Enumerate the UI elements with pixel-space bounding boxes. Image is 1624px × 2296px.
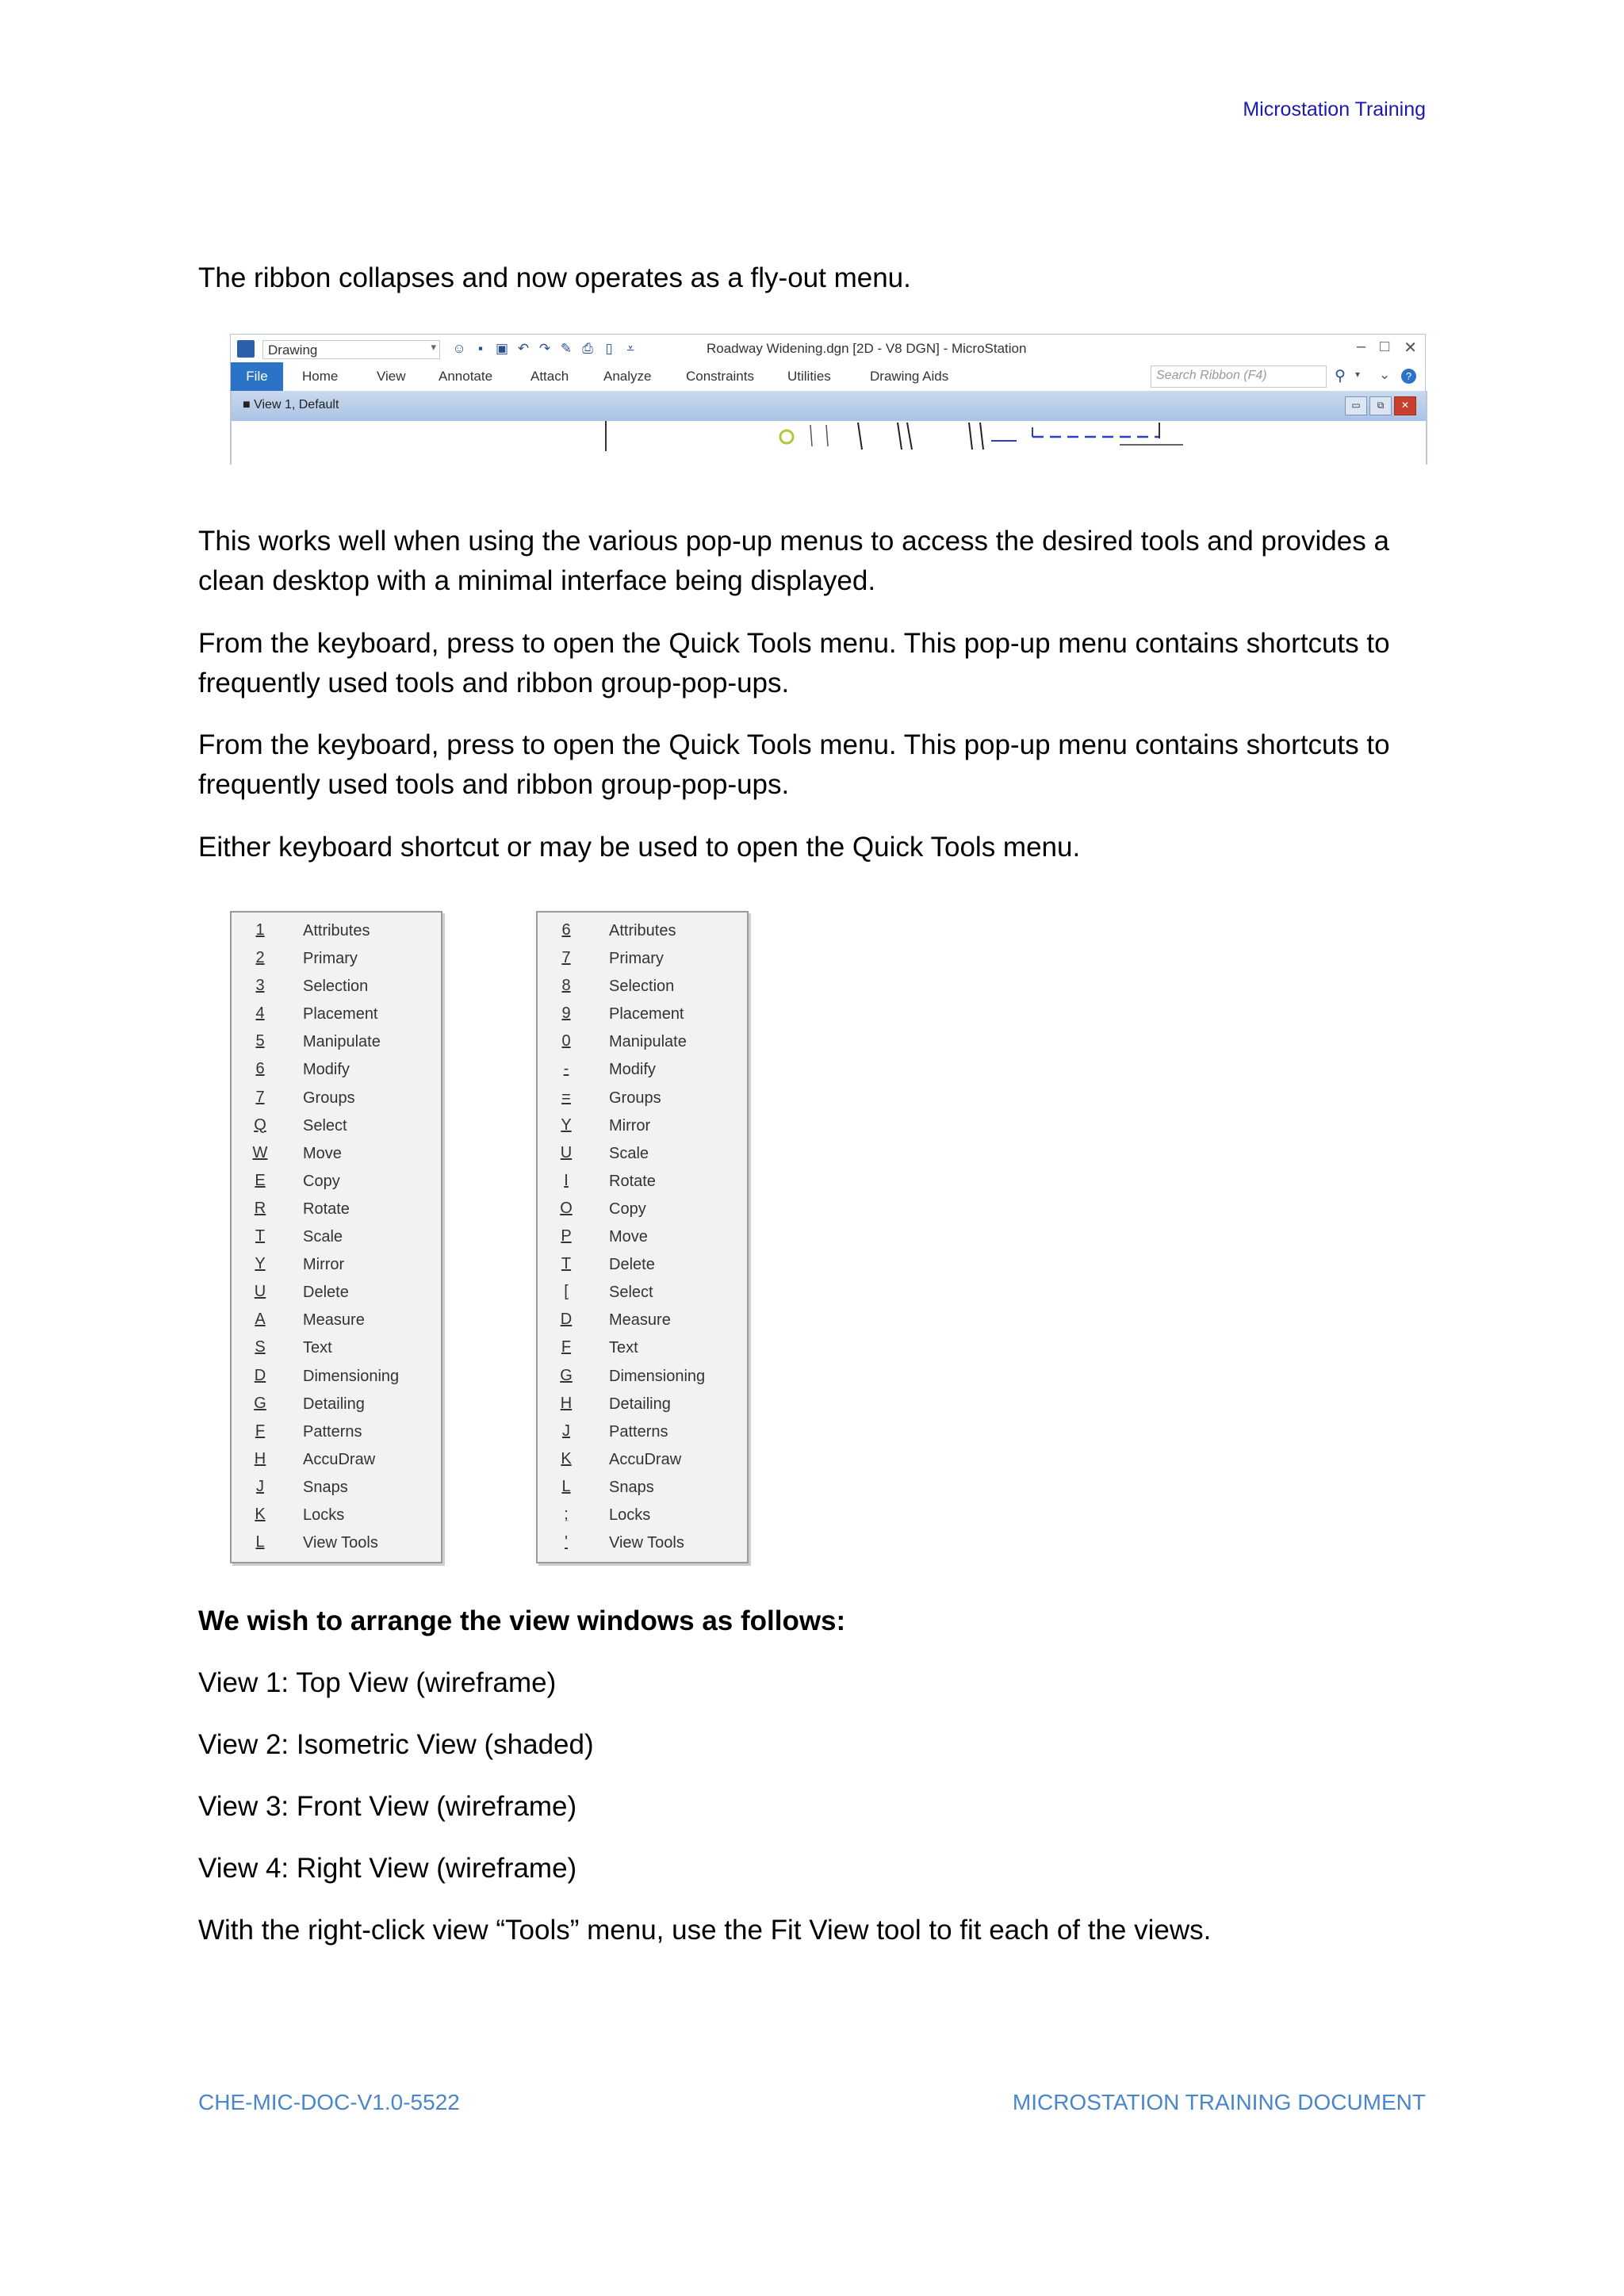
help-icon[interactable]: ? [1401,369,1416,384]
quick-tools-menu-item[interactable] [232,1056,441,1084]
quick-tools-menu-item[interactable] [232,1474,441,1502]
quick-tools-menu-item[interactable] [538,1168,747,1196]
menu-item-shortcut-key: ; [564,1505,569,1523]
menu-item-shortcut-key: 0 [561,1032,571,1050]
tab-annotate[interactable]: Annotate [439,369,493,384]
quick-tools-menu-item[interactable] [232,1196,441,1223]
menu-item-label: Select [609,1284,653,1302]
menu-item-shortcut-key: G [254,1394,266,1412]
quick-tools-menu-item[interactable] [538,1279,747,1307]
quick-tools-menu-item[interactable] [538,1140,747,1168]
quick-tools-menu-item[interactable] [538,973,747,1001]
menu-item-label: Patterns [609,1422,668,1441]
menu-item-label: Mirror [303,1256,345,1274]
menu-item-shortcut-key: = [561,1088,571,1106]
menu-item-shortcut-key: J [256,1477,264,1495]
paragraph-keyboard-shortcut: Either keyboard shortcut or may be used to open the Quick Tools menu. [198,832,1081,863]
quick-tools-menu-item[interactable] [538,1251,747,1279]
menu-item-label: Text [303,1339,332,1357]
menu-item-shortcut-key: U [254,1283,266,1301]
quick-tools-menu-item[interactable] [232,1529,441,1557]
menu-item-label: Detailing [609,1395,671,1413]
menu-item-label: Modify [609,1061,656,1079]
menu-item-label: Rotate [609,1172,656,1190]
menu-item-label: Move [303,1144,342,1162]
menu-item-label: Rotate [303,1200,350,1218]
quick-tools-menu-item[interactable] [232,1085,441,1112]
menu-item-shortcut-key: R [254,1199,266,1217]
menu-item-shortcut-key: 2 [255,949,265,967]
quick-tools-menu-item[interactable] [232,1223,441,1251]
menu-item-label: Attributes [609,922,676,939]
menu-item-shortcut-key: - [563,1060,569,1078]
menu-item-label: Primary [303,950,358,968]
window-title: Roadway Widening.dgn [2D - V8 DGN] - MicroStation [707,341,1027,356]
menu-item-label: Modify [303,1061,350,1079]
quick-tools-menu-item[interactable] [538,1502,747,1529]
menu-item-label: Measure [609,1311,671,1330]
view-4-line: View 4: Right View (wireframe) [198,1853,577,1884]
menu-item-shortcut-key: P [561,1227,572,1246]
menu-item-shortcut-key: 6 [255,1060,265,1078]
save-icon[interactable]: ▪ [477,341,484,356]
menu-item-shortcut-key: F [255,1422,266,1440]
ribbon-title-bar [230,334,1426,363]
menu-item-shortcut-key: [ [564,1283,569,1301]
menu-item-label: AccuDraw [303,1450,376,1468]
undo-icon[interactable]: ↶ [517,341,530,356]
menu-item-label: Measure [303,1311,365,1330]
quick-tools-menu-item[interactable] [232,1279,441,1307]
menu-item-shortcut-key: Q [254,1115,266,1134]
quick-tools-menu-item[interactable] [232,1418,441,1446]
quick-tools-menu-item[interactable] [538,1474,747,1502]
save-settings-icon[interactable]: ▣ [495,341,509,356]
window-controls [1357,338,1417,358]
search-dropdown-icon[interactable]: ▾ [1355,369,1361,380]
drawing-canvas[interactable] [232,421,1426,465]
quick-tools-menu-item[interactable] [232,1446,441,1474]
quick-tools-menu-item[interactable] [232,1112,441,1140]
menu-item-shortcut-key: H [254,1449,266,1468]
properties-icon[interactable]: ▯ [605,341,613,356]
quick-tools-menu-left [230,911,442,1563]
quick-tools-menu-item[interactable] [538,1223,747,1251]
quick-tools-menu-item[interactable] [538,1028,747,1056]
menu-item-label: Snaps [303,1478,348,1496]
quick-tools-menu-right [536,911,749,1563]
menu-item-shortcut-key: H [560,1394,573,1412]
menu-item-shortcut-key: U [560,1143,573,1161]
menu-item-label: Groups [303,1089,355,1107]
menu-item-shortcut-key: 8 [561,977,571,995]
quick-tools-menu-item[interactable] [232,1028,441,1056]
user-icon[interactable]: ☺ [452,341,466,356]
tab-constraints[interactable]: Constraints [686,369,754,384]
menu-item-shortcut-key: L [561,1477,571,1495]
menu-item-label: Scale [303,1228,343,1246]
menu-item-label: Primary [609,950,664,968]
menu-item-label: View Tools [303,1534,378,1552]
menu-item-label: Select [303,1116,347,1135]
maximize-icon[interactable]: □ [1380,338,1390,355]
menu-item-label: Attributes [303,922,370,939]
quick-tools-menu-item[interactable] [538,917,747,945]
tab-analyze[interactable]: Analyze [603,369,652,384]
view-close-icon[interactable]: ✕ [1394,396,1416,415]
menu-item-label: Scale [609,1144,649,1162]
expand-ribbon-icon[interactable]: ⌄ [1379,367,1391,382]
view-1-line: View 1: Top View (wireframe) [198,1667,557,1698]
chevron-down-icon: ▾ [431,341,436,353]
menu-item-label: Copy [303,1172,340,1190]
menu-item-shortcut-key: I [564,1171,569,1189]
menu-item-shortcut-key: G [560,1366,573,1384]
menu-item-shortcut-key: ' [565,1533,568,1552]
menu-item-shortcut-key: 7 [561,949,571,967]
menu-item-shortcut-key: A [255,1311,266,1329]
paragraph-quick-tools-2: From the keyboard, press to open the Quick Tools menu. This pop-up menu contains shortcuts to frequently used tools and ribbon group-pop-ups. [198,729,1390,800]
menu-item-label: Mirror [609,1116,651,1135]
redo-icon[interactable]: ↷ [538,341,551,356]
view-title-bar [232,391,1426,421]
menu-item-shortcut-key: 5 [255,1032,265,1050]
search-ribbon-placeholder: Search Ribbon (F4) [1156,369,1267,382]
tab-file[interactable]: File [231,362,283,391]
view-2-line: View 2: Isometric View (shaded) [198,1729,594,1760]
quick-tools-menu-item[interactable] [538,1001,747,1028]
menu-item-label: View Tools [609,1534,684,1552]
quick-tools-menu-item[interactable] [232,1140,441,1168]
menu-item-label: Groups [609,1089,661,1107]
menu-item-label: AccuDraw [609,1450,682,1468]
quick-tools-menu-item[interactable] [232,973,441,1001]
menu-item-label: Delete [609,1256,655,1274]
menu-item-label: Copy [609,1200,646,1218]
quick-tools-menu-item[interactable] [538,1334,747,1362]
quick-tools-menu-item[interactable] [538,1196,747,1223]
tab-home[interactable]: Home [302,369,339,384]
quick-tools-menu-item[interactable] [538,1112,747,1140]
menu-item-label: Placement [303,1005,378,1024]
minimize-icon[interactable]: – [1357,338,1366,355]
menu-item-label: Dimensioning [609,1367,706,1385]
quick-tools-menu-item[interactable] [232,1307,441,1334]
menu-item-label: Patterns [303,1422,362,1441]
view-window-controls [1345,396,1416,415]
ribbon-tab-bar [230,362,1426,392]
menu-item-shortcut-key: L [255,1533,265,1552]
tab-utilities[interactable]: Utilities [787,369,831,384]
menu-item-label: Selection [609,978,675,996]
menu-item-shortcut-key: Y [561,1115,572,1134]
menu-item-label: Selection [303,978,369,996]
menu-item-shortcut-key: D [254,1366,266,1384]
menu-item-shortcut-key: Y [255,1255,266,1273]
menu-item-shortcut-key: W [252,1143,268,1161]
menu-item-shortcut-key: D [560,1311,573,1329]
menu-item-shortcut-key: 9 [561,1004,571,1023]
microstation-app-icon[interactable] [237,340,255,358]
quick-tools-menu-item[interactable] [232,1168,441,1196]
ribbon-screenshot [230,334,1426,465]
paragraph-ribbon-collapse: The ribbon collapses and now operates as a fly-out menu. [198,262,911,293]
menu-item-shortcut-key: 1 [255,921,265,939]
workflow-selector-value: Drawing [268,342,318,358]
quick-tools-menu-item[interactable] [232,1251,441,1279]
quick-tools-menu-item[interactable] [232,1363,441,1391]
menu-item-label: Snaps [609,1478,654,1496]
footer-doc-id: CHE-MIC-DOC-V1.0-5522 [198,2090,460,2114]
menu-item-shortcut-key: J [562,1422,570,1440]
section-heading: We wish to arrange the view windows as follows: [198,1605,846,1636]
menu-item-shortcut-key: K [561,1449,572,1468]
quick-tools-menu-item[interactable] [538,1529,747,1557]
menu-item-shortcut-key: 4 [255,1004,265,1023]
tab-attach[interactable]: Attach [530,369,569,384]
view-restore-icon[interactable]: ⧉ [1369,396,1392,415]
tab-view[interactable]: View [377,369,406,384]
search-icon[interactable]: ⚲ [1335,368,1346,385]
view-window [230,391,1427,465]
quick-tools-menu-item[interactable] [538,1391,747,1418]
quick-tools-menu-item[interactable] [538,1056,747,1084]
quick-tools-menu-item[interactable] [232,1502,441,1529]
paragraph-popup-menus: This works well when using the various pop-up menus to access the desired tools and provides a clean desktop with a minimal interface being displayed. [198,526,1389,596]
quick-tools-menu-item[interactable] [538,1085,747,1112]
view-minimize-icon[interactable]: ▭ [1345,396,1367,415]
view-3-line: View 3: Front View (wireframe) [198,1791,577,1822]
menu-item-label: Locks [303,1506,345,1524]
menu-item-shortcut-key: F [561,1338,572,1357]
menu-item-shortcut-key: O [560,1199,573,1217]
menu-item-label: Placement [609,1005,684,1024]
view-title: ■ View 1, Default [243,398,339,411]
quick-tools-menu-item[interactable] [538,1446,747,1474]
quick-tools-menu-item[interactable] [232,917,441,945]
quick-tools-menu-item[interactable] [232,1001,441,1028]
menu-item-label: Move [609,1228,648,1246]
running-header: Microstation Training [1243,98,1426,121]
pin-icon[interactable]: ✎ [560,341,573,356]
menu-item-shortcut-key: 3 [255,977,265,995]
quick-tools-menu-item[interactable] [232,1391,441,1418]
print-icon[interactable]: ⎙ [582,341,593,356]
search-ribbon-input[interactable] [1151,365,1327,388]
quick-tools-menu-item[interactable] [538,945,747,973]
menu-item-label: Manipulate [303,1033,381,1051]
menu-item-shortcut-key: 6 [561,921,571,939]
menu-item-shortcut-key: 7 [255,1088,265,1106]
menu-item-shortcut-key: E [255,1171,266,1189]
quick-tools-menu-item[interactable] [538,1307,747,1334]
menu-item-label: Locks [609,1506,651,1524]
quick-access-toolbar [451,339,638,358]
close-icon[interactable]: ✕ [1404,339,1417,357]
menu-item-label: Manipulate [609,1033,687,1051]
paragraph-fit-view: With the right-click view “Tools” menu, use the Fit View tool to fit each of the views. [198,1915,1212,1946]
quick-tools-menu-item[interactable] [232,1334,441,1362]
quick-tools-menu-item[interactable] [538,1363,747,1391]
menu-item-label: Text [609,1339,638,1357]
footer-doc-name: MICROSTATION TRAINING DOCUMENT [1012,2090,1426,2114]
quick-tools-menu-item[interactable] [538,1418,747,1446]
menu-item-shortcut-key: T [561,1255,572,1273]
menu-item-label: Detailing [303,1395,365,1413]
workflow-selector[interactable] [262,340,440,359]
menu-item-label: Dimensioning [303,1367,400,1385]
paragraph-quick-tools-1: From the keyboard, press to open the Quick Tools menu. This pop-up menu contains shortcuts to frequently used tools and ribbon group-pop-ups. [198,628,1390,698]
quick-tools-menu-item[interactable] [232,945,441,973]
tab-drawing-aids[interactable]: Drawing Aids [870,369,949,384]
menu-item-label: Delete [303,1284,349,1302]
customize-qat-icon[interactable]: ⩡ [626,341,634,356]
menu-item-shortcut-key: S [255,1338,266,1357]
menu-item-shortcut-key: K [255,1505,266,1523]
menu-item-shortcut-key: T [255,1227,266,1246]
